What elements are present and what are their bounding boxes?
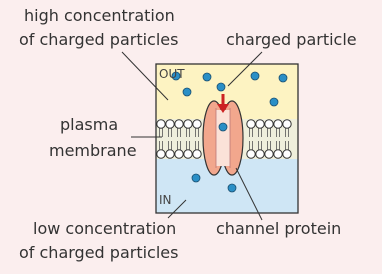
lipid-head: [247, 150, 255, 158]
lipid-head: [175, 120, 183, 128]
lipid-head: [184, 150, 192, 158]
lipid-head: [157, 150, 165, 158]
lipid-head: [166, 120, 174, 128]
label-channel-protein: channel protein: [216, 219, 342, 238]
lipid-head: [166, 150, 174, 158]
lipid-head: [265, 120, 273, 128]
lipid-head: [256, 120, 264, 128]
lipid-head: [193, 120, 201, 128]
particle: [203, 73, 211, 81]
label-high-concentration-1: high concentration: [24, 6, 175, 25]
particle: [270, 98, 278, 106]
lipid-head: [283, 120, 291, 128]
lipid-head: [256, 150, 264, 158]
lipid-head: [265, 150, 273, 158]
label-plasma: plasma: [60, 115, 119, 134]
lipid-head: [193, 150, 201, 158]
particle: [279, 74, 287, 82]
label-in: IN: [159, 193, 172, 207]
label-low-concentration-1: low concentration: [33, 219, 177, 238]
lipid-head: [175, 150, 183, 158]
lipid-head: [274, 150, 282, 158]
label-out: OUT: [159, 67, 185, 81]
particle: [183, 88, 191, 96]
particle: [228, 184, 236, 192]
particle-entering: [217, 83, 225, 91]
lipid-head: [184, 120, 192, 128]
particle: [192, 174, 200, 182]
particle: [251, 72, 259, 80]
lipid-head: [157, 120, 165, 128]
lipid-head: [283, 150, 291, 158]
particle-in-channel: [219, 123, 227, 131]
label-membrane: membrane: [49, 141, 137, 160]
label-low-concentration-2: of charged particles: [19, 243, 179, 262]
lipid-head: [274, 120, 282, 128]
lipid-head: [247, 120, 255, 128]
label-high-concentration-2: of charged particles: [19, 30, 179, 49]
label-charged-particle: charged particle: [226, 30, 357, 49]
